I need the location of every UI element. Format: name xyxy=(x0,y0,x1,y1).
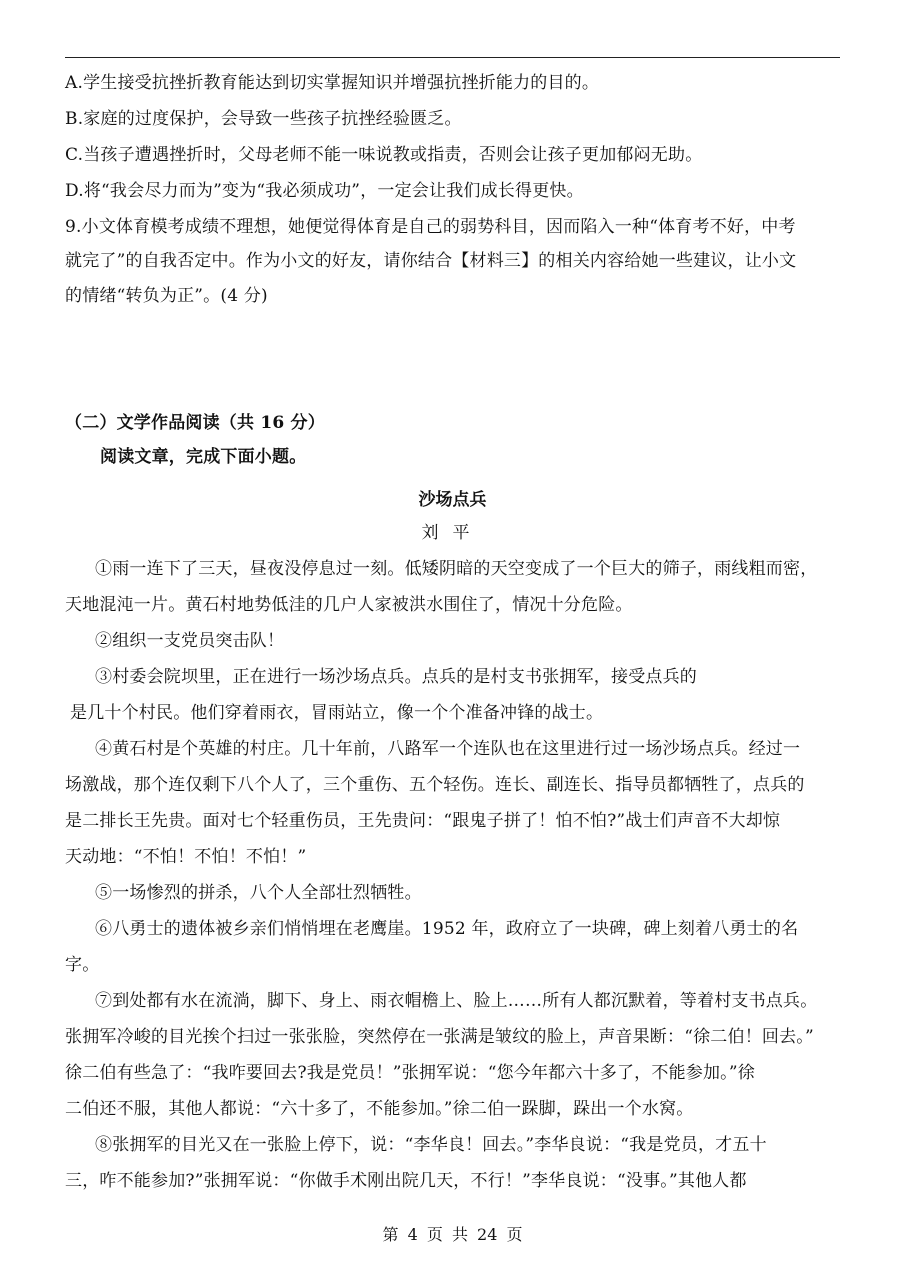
article-line: 三，咋不能参加?”张拥军说：“你做手术刚出院几天，不行！”李华良说：“没事。”其他人都 xyxy=(65,1171,747,1191)
article-line: ⑤一场惨烈的拼杀，八个人全部壮烈牺牲。 xyxy=(95,883,422,903)
article-line: 字。 xyxy=(65,955,100,975)
header-rule xyxy=(65,57,840,58)
article-line: ③村委会院坝里，正在进行一场沙场点兵。点兵的是村支书张拥军，接受点兵的 xyxy=(95,667,697,687)
article-line: ②组织一支党员突击队！ xyxy=(95,631,285,651)
article-line: ⑧张拥军的目光又在一张脸上停下，说：“李华良！回去。”李华良说：“我是党员，才五十 xyxy=(95,1135,767,1155)
question-9-line: 9.小文体育模考成绩不理想，她便觉得体育是自己的弱势科目，因而陷入一种“体育考不好，中考 xyxy=(65,217,796,237)
section-instruction: 阅读文章，完成下面小题。 xyxy=(100,447,307,467)
article-line: 徐二伯有些急了：“我咋要回去?我是党员！”张拥军说：“您今年都六十多了，不能参加。”徐 xyxy=(65,1063,755,1083)
article-line: ④黄石村是个英雄的村庄。几十年前，八路军一个连队也在这里进行过一场沙场点兵。经过一 xyxy=(95,739,801,759)
page-footer: 第 4 页 共 24 页 xyxy=(382,1225,523,1244)
article-line: ⑥八勇士的遗体被乡亲们悄悄埋在老鹰崖。1952 年，政府立了一块碑，碑上刻着八勇士的名 xyxy=(95,919,799,939)
choice-a: A.学生接受抗挫折教育能达到切实掌握知识并增强抗挫折能力的目的。 xyxy=(65,73,600,93)
article-line: ⑦到处都有水在流淌，脚下、身上、雨衣帽檐上、脸上……所有人都沉默着，等着村支书点兵。 xyxy=(95,991,818,1011)
choice-b: B.家庭的过度保护，会导致一些孩子抗挫经验匮乏。 xyxy=(65,109,462,129)
article-line: 是二排长王先贵。面对七个轻重伤员，王先贵问：“跟鬼子拼了！怕不怕?”战士们声音不大却惊 xyxy=(65,811,781,831)
article-title: 沙场点兵 xyxy=(418,490,487,510)
article-line: 张拥军冷峻的目光挨个扫过一张张脸，突然停在一张满是皱纹的脸上，声音果断：“徐二伯！回去。” xyxy=(65,1027,814,1047)
section-heading: （二）文学作品阅读（共 16 分） xyxy=(65,413,325,433)
article-line: 天动地：“不怕！不怕！不怕！” xyxy=(65,847,307,867)
question-9-line: 的情绪“转负为正”。(4 分) xyxy=(65,286,268,306)
choice-d: D.将“我会尽力而为”变为“我必须成功”，一定会让我们成长得更快。 xyxy=(65,181,584,201)
article-line: 天地混沌一片。黄石村地势低洼的几户人家被洪水围住了，情况十分危险。 xyxy=(65,595,633,615)
question-9-line: 就完了”的自我否定中。作为小文的好友，请你结合【材料三】的相关内容给她一些建议，让小文 xyxy=(65,251,797,271)
article-author: 刘平 xyxy=(421,523,484,543)
article-line: 是几十个村民。他们穿着雨衣，冒雨站立，像一个个准备冲锋的战士。 xyxy=(70,703,604,723)
article-line: 二伯还不服，其他人都说：“六十多了，不能参加。”徐二伯一跺脚，跺出一个水窝。 xyxy=(65,1099,694,1119)
article-line: 场激战，那个连仅剩下八个人了，三个重伤、五个轻伤。连长、副连长、指导员都牺牲了，点兵的 xyxy=(65,775,805,795)
choice-c: C.当孩子遭遇挫折时，父母老师不能一味说教或指责，否则会让孩子更加郁闷无助。 xyxy=(65,145,703,165)
article-line: ①雨一连下了三天，昼夜没停息过一刻。低矮阴暗的天空变成了一个巨大的筛子，雨线粗而密， xyxy=(95,559,818,579)
